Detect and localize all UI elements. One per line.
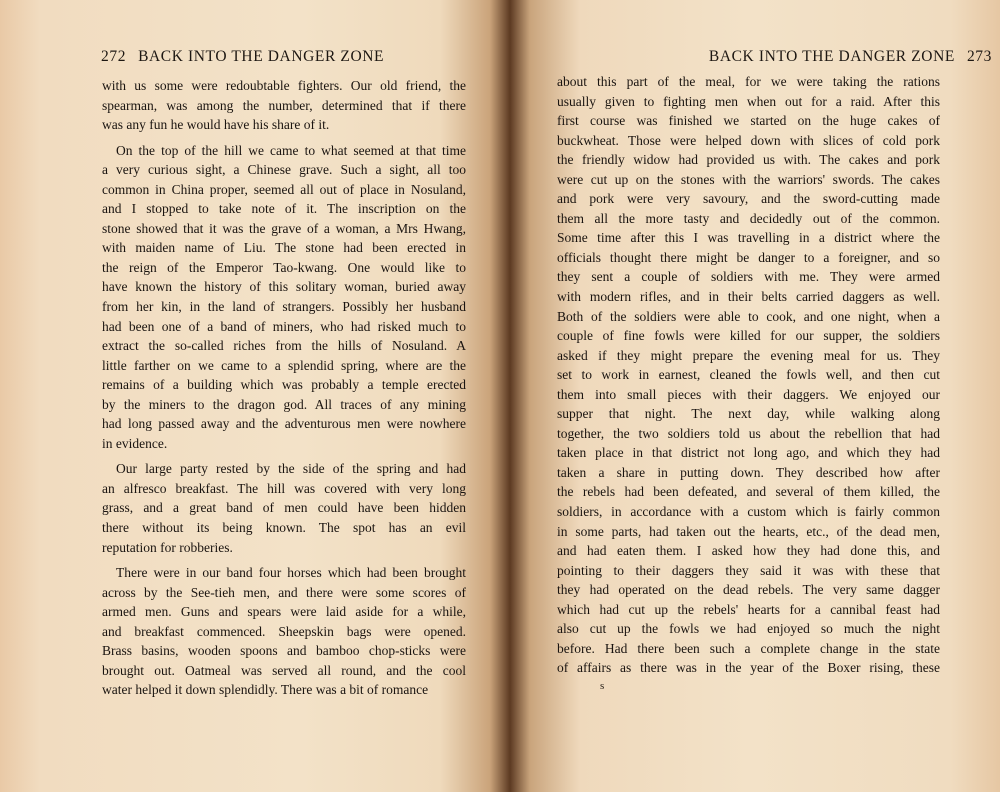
text-line: set to work in earnest, cleaned the fowls well, and then cut [557,367,940,383]
text-line: they had operated on the dead rebels. The very same dagger [557,582,940,598]
text-line: across by the See-tieh men, and there were some scores of [102,584,466,600]
text-line: Some time after this I was travelling in a district where the [557,230,940,246]
text-line: a very curious sight, a Chinese grave. Such a sight, all too [102,162,466,178]
text-line: and had eaten them. I asked how they had done this, and [557,543,940,559]
text-line: from her kin, in the land of strangers. Possibly her husband [102,299,466,315]
text-line: also cut up the fowls we had enjoyed so much the night [557,621,940,637]
text-line: by the miners to the dragon god. All traces of any mining [102,396,466,412]
text-line: spearman, was among the number, determined that if there [102,97,466,113]
text-line: was any fun he would have his share of it. [102,117,330,133]
text-line: about this part of the meal, for we were taking the rations [557,74,940,89]
text-line: asked if they might prepare the evening meal for us. They [557,347,940,363]
text-line: couple of fine fowls were killed for our supper, the soldiers [557,328,940,344]
text-line: in some parts, had taken out the hearts, etc., of the dead men, [557,523,940,539]
text-line: brought out. Oatmeal was served all round, and the cool [102,662,466,678]
text-line: usually given to fighting men when out for a raid. After this [557,93,940,109]
text-line: stone showed that it was the grave of a woman, a Mrs Hwang, [102,220,466,236]
text-line: the rebels had been defeated, and several of them killed, the [557,484,940,500]
text-line: Both of the soldiers were able to cook, and one night, when a [557,308,940,324]
text-line: had been one of a band of miners, who had risked much to [102,318,466,334]
text-line: grass, and a great band of men could have been hidden [102,500,466,516]
text-line: buckwheat. Those were helped down with slices of cold pork [557,132,940,148]
text-line: there without its being known. The spot has an evil [102,520,466,536]
right-running-head [592,48,992,66]
text-line: in evidence. [102,435,168,451]
left-page-number: 272 [101,48,127,65]
text-line: remains of a building which was probably a temple erected [102,377,466,393]
text-line: an alfresco breakfast. The hill was covered with very long [102,480,466,496]
right-page-number: 273 [966,48,992,65]
text-line: and I stopped to take note of it. The inscription on the [102,201,466,217]
text-line: and breakfast commenced. Sheepskin bags were opened. [102,623,466,639]
text-line: were cut up on the stones with the warriors' swords. The cakes [557,171,940,187]
text-line: officials thought there might be danger to a foreigner, and so [557,249,940,265]
text-line: them into small pieces with their daggers. We enjoyed our [557,386,940,402]
left-running-title: BACK INTO THE DANGER ZONE [138,48,385,65]
text-line: with maiden name of Liu. The stone had been erected in [102,240,466,256]
paragraph [102,141,466,454]
text-line: little farther on we came to a splendid spring, where are the [102,357,466,373]
text-line: soldiers, in accordance with a custom which is fairly common [557,504,940,520]
text-line: There were in our band four horses which had been brought [116,565,466,581]
text-line: together, the two soldiers told us about the rebellion that had [557,425,940,441]
text-line: reputation for robberies. [102,539,233,555]
text-line: armed men. Guns and spears were laid aside for a while, [102,604,466,620]
text-line: them all the more tasty and decidedly out of the common. [557,210,940,226]
text-line: Brass basins, wooden spoons and bamboo chop-sticks were [102,643,466,659]
text-line: with modern rifles, and in their belts carried daggers as well. [557,289,940,305]
text-line: supper that night. The next day, while walking along [557,406,940,422]
text-line: have known the history of this solitary woman, buried away [102,279,466,295]
text-line: pointing to their daggers they said it was with these that [557,562,940,578]
text-line: first course was finished we started on the huge cakes of [557,113,940,129]
signature-mark: s [600,680,605,692]
text-line: and pork were very savoury, and the sword-cutting made [557,191,940,207]
paragraph [102,563,466,700]
paragraph [102,76,466,135]
text-line: before. Had there been such a complete change in the state [557,640,940,656]
text-line: water helped it down splendidly. There was a bit of romance [102,682,429,698]
paragraph [102,459,466,557]
right-page-text [557,72,940,678]
text-line: On the top of the hill we came to what seemed at that time [116,142,466,158]
text-line: extract the so-called riches from the hills of Nosuland. A [102,338,466,354]
text-line: of affairs as there was in the year of the Boxer rising, these [557,660,940,676]
text-line: they sent a couple of soldiers with me. They were armed [557,269,940,285]
text-line: common in China proper, seemed all out of place in Nosuland, [102,181,466,197]
left-page-text [102,76,466,700]
text-line: taken place in that district not long ago, and which they had [557,445,940,461]
text-line: the reign of the Emperor Tao-kwang. One would like to [102,259,466,275]
text-line: with us some were redoubtable fighters. Our old friend, the [102,78,466,93]
right-running-title: BACK INTO THE DANGER ZONE [708,48,955,65]
text-line: which had cut up the rebels' hearts for a cannibal feast had [557,601,940,617]
right-page [516,0,1000,792]
text-line: had long passed away and the adventurous men were nowhere [102,416,466,432]
left-running-head [101,48,471,66]
text-line: the friendly widow had provided us with. The cakes and pork [557,152,940,168]
text-line: Our large party rested by the side of the spring and had [116,461,466,477]
text-line: taken a share in putting down. They described how after [557,464,940,480]
